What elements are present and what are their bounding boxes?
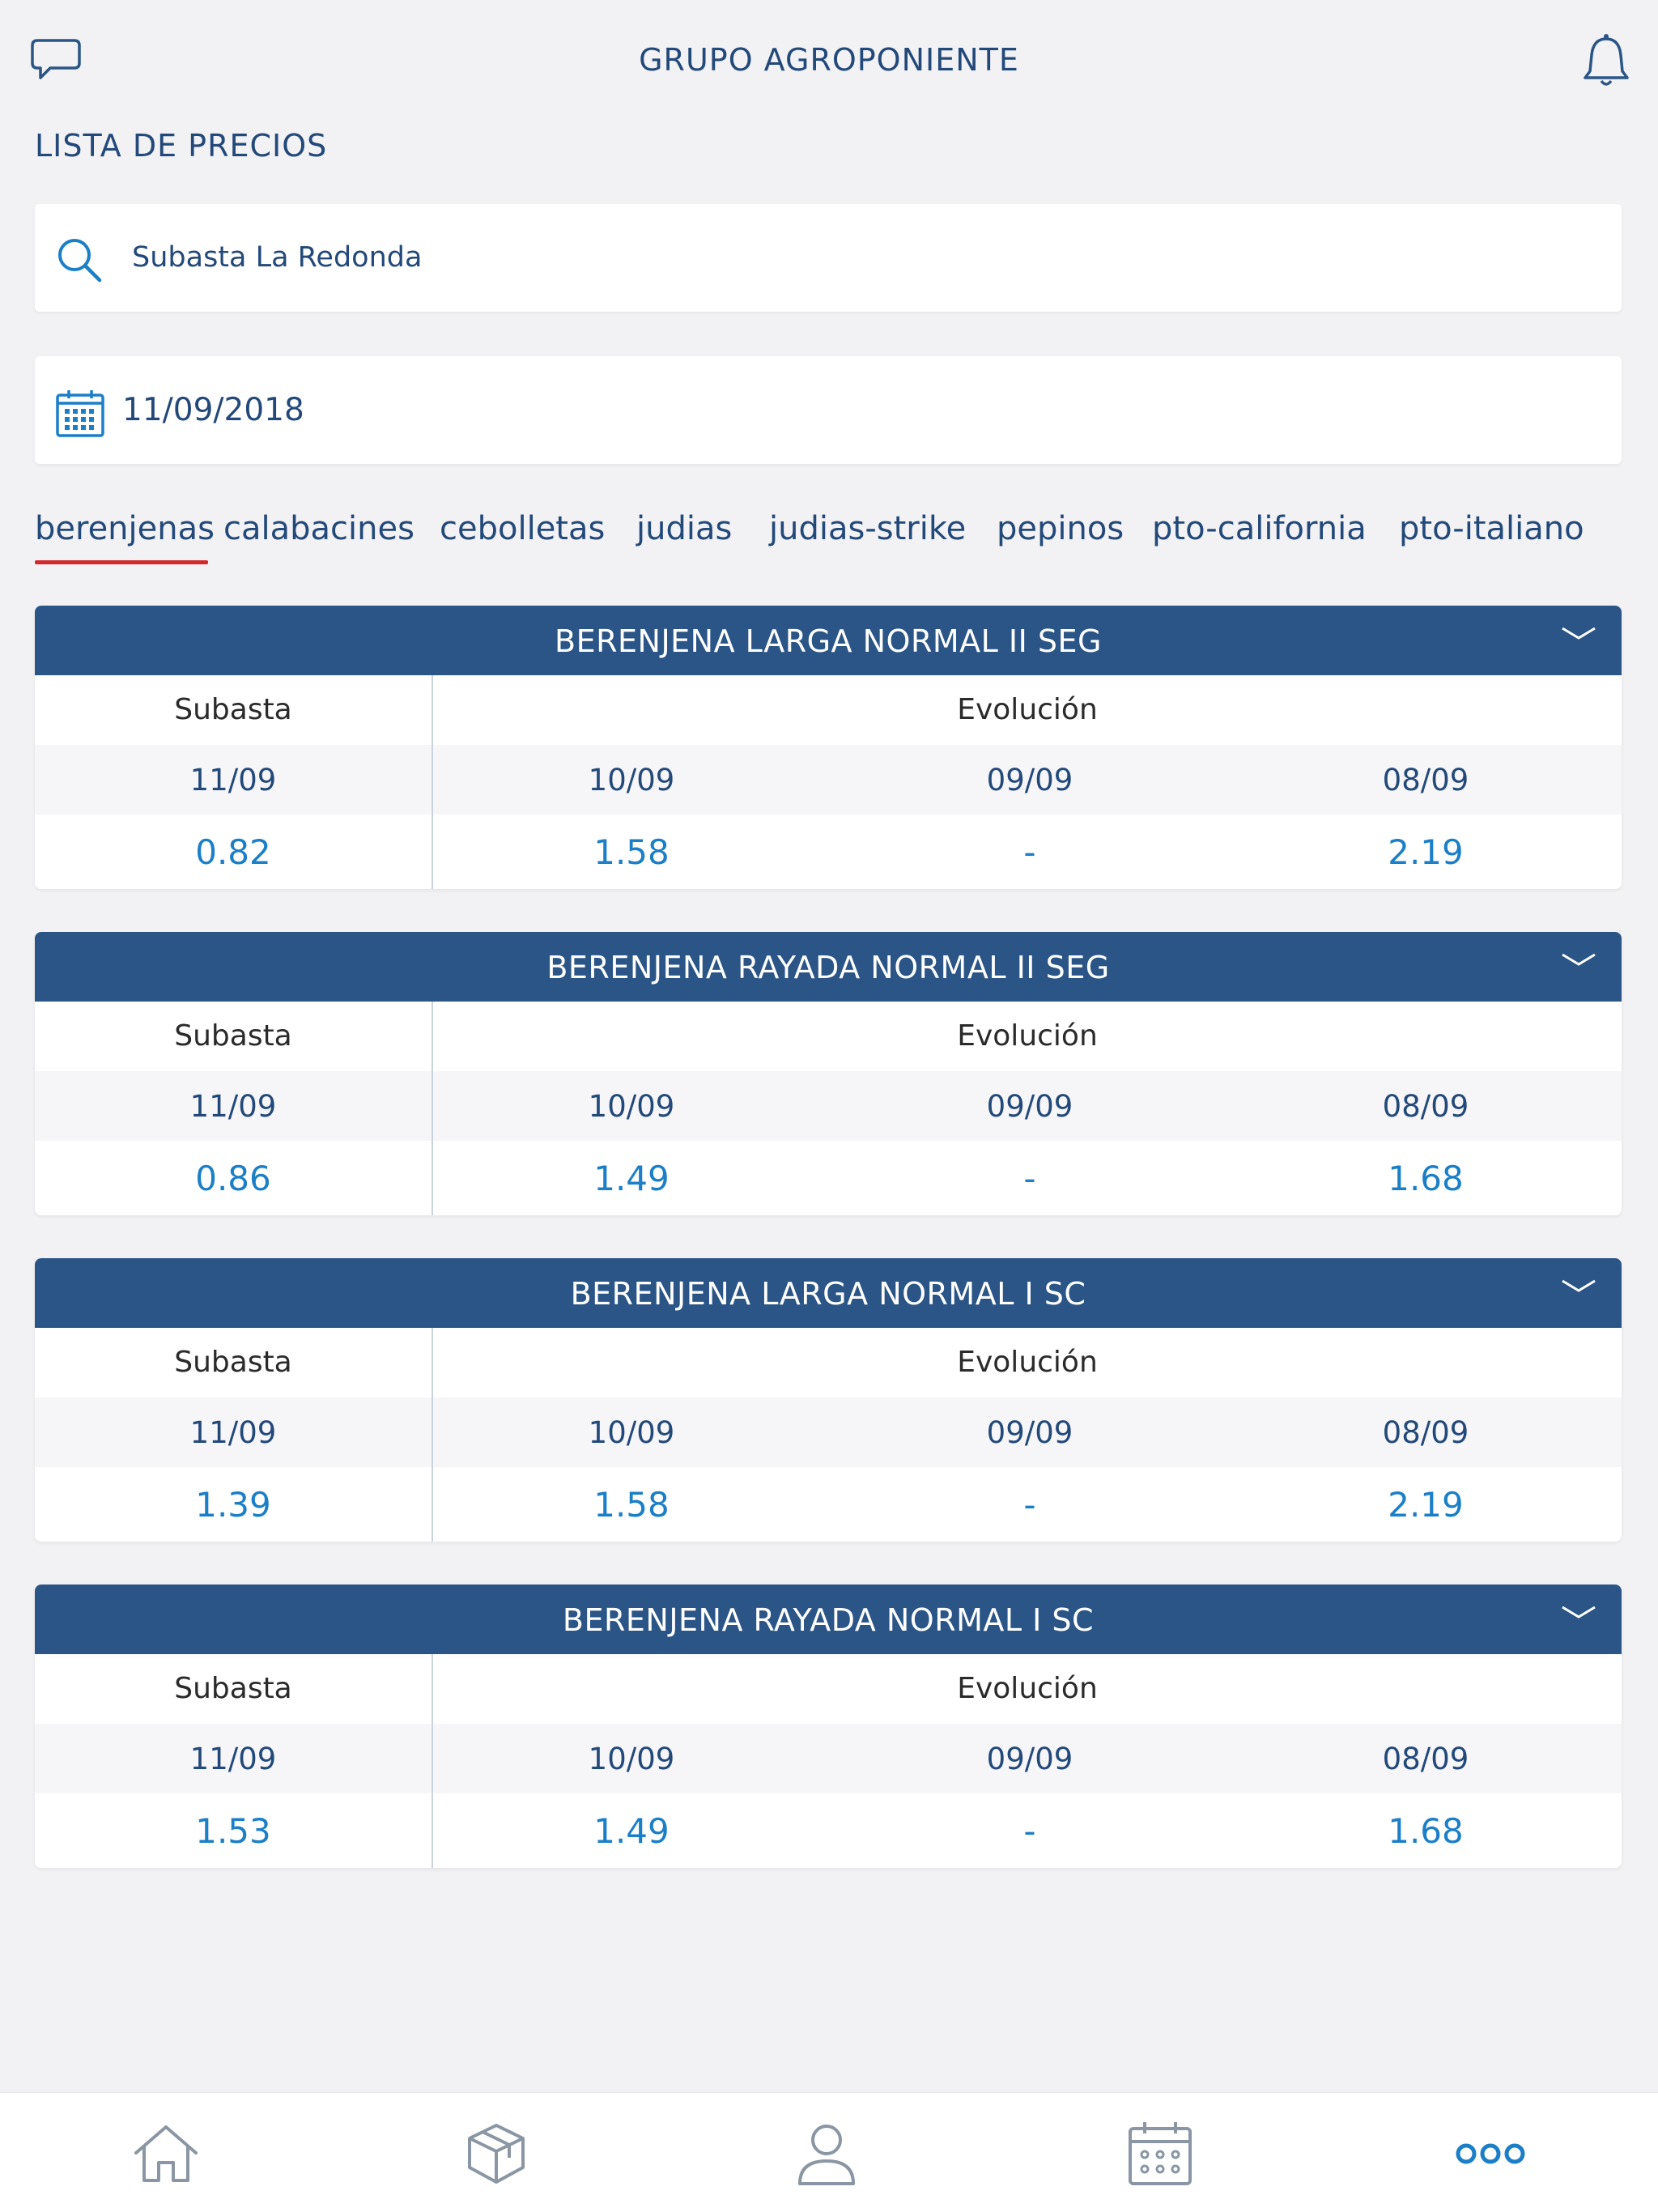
price-cell: 1.39 bbox=[195, 1485, 271, 1525]
chevron-down-icon[interactable] bbox=[1560, 1601, 1597, 1625]
date-cell: 11/09 bbox=[189, 763, 277, 798]
column-divider bbox=[432, 1002, 433, 1215]
card-header[interactable] bbox=[35, 1585, 1622, 1654]
tab-pepinos[interactable]: pepinos bbox=[997, 510, 1124, 547]
card-header[interactable] bbox=[35, 1258, 1622, 1328]
price-cell: 1.68 bbox=[1388, 1159, 1464, 1198]
tab-judias-strike[interactable]: judias-strike bbox=[769, 510, 967, 547]
chevron-down-icon[interactable] bbox=[1560, 1274, 1597, 1299]
dates-row bbox=[35, 1071, 1622, 1141]
price-cell: 0.82 bbox=[195, 832, 271, 872]
user-icon[interactable] bbox=[790, 2117, 863, 2190]
date-cell: 10/09 bbox=[588, 1089, 675, 1124]
card-header[interactable] bbox=[35, 932, 1622, 1002]
chevron-down-icon[interactable] bbox=[1560, 622, 1597, 646]
price-cell: 1.68 bbox=[1388, 1811, 1464, 1851]
evolucion-label: Evolución bbox=[957, 1672, 1098, 1705]
bottom-nav bbox=[0, 2092, 1658, 2212]
price-cell: - bbox=[1023, 832, 1036, 872]
subasta-label: Subasta bbox=[174, 1019, 292, 1053]
search-value: Subasta La Redonda bbox=[132, 241, 423, 274]
price-cell: 1.49 bbox=[593, 1159, 670, 1198]
more-icon[interactable] bbox=[1454, 2117, 1527, 2190]
date-cell: 08/09 bbox=[1382, 763, 1469, 798]
evolucion-label: Evolución bbox=[957, 1019, 1098, 1053]
prices-row bbox=[35, 1467, 1622, 1542]
prices-row bbox=[35, 815, 1622, 889]
product-name: BERENJENA RAYADA NORMAL I SC bbox=[562, 1602, 1095, 1638]
price-cell: 1.58 bbox=[593, 1485, 670, 1525]
prices-row bbox=[35, 1793, 1622, 1868]
date-cell: 08/09 bbox=[1382, 1089, 1469, 1124]
date-cell: 10/09 bbox=[588, 1742, 675, 1776]
tab-calabacines[interactable]: calabacines bbox=[223, 510, 414, 547]
product-name: BERENJENA LARGA NORMAL I SC bbox=[570, 1276, 1086, 1312]
tab-judias[interactable]: judias bbox=[636, 510, 733, 547]
tab-cebolletas[interactable]: cebolletas bbox=[440, 510, 606, 547]
product-name: BERENJENA RAYADA NORMAL II SEG bbox=[546, 950, 1110, 985]
chevron-down-icon[interactable] bbox=[1560, 948, 1597, 972]
price-cell: 1.49 bbox=[593, 1811, 670, 1851]
search-icon bbox=[54, 235, 104, 285]
calendar-icon bbox=[54, 387, 106, 439]
category-tabs bbox=[35, 502, 1622, 567]
price-cell: 0.86 bbox=[195, 1159, 271, 1198]
price-cell: - bbox=[1023, 1159, 1036, 1198]
dates-row bbox=[35, 1724, 1622, 1793]
active-tab-indicator bbox=[35, 560, 208, 564]
price-cell: 2.19 bbox=[1388, 832, 1464, 872]
date-cell: 11/09 bbox=[189, 1415, 277, 1450]
evolucion-label: Evolución bbox=[957, 693, 1098, 726]
product-name: BERENJENA LARGA NORMAL II SEG bbox=[555, 623, 1102, 659]
date-cell: 10/09 bbox=[588, 763, 675, 798]
label-row bbox=[35, 1654, 1622, 1724]
evolucion-label: Evolución bbox=[957, 1346, 1098, 1379]
price-cell: 1.53 bbox=[195, 1811, 271, 1851]
price-cell: 1.58 bbox=[593, 832, 670, 872]
date-cell: 09/09 bbox=[986, 763, 1073, 798]
date-cell: 09/09 bbox=[986, 1742, 1073, 1776]
tab-pto-california[interactable]: pto-california bbox=[1152, 510, 1367, 547]
prices-row bbox=[35, 1141, 1622, 1215]
date-cell: 09/09 bbox=[986, 1089, 1073, 1124]
date-cell: 11/09 bbox=[189, 1089, 277, 1124]
label-row bbox=[35, 1328, 1622, 1397]
product-card bbox=[35, 1258, 1622, 1542]
subasta-label: Subasta bbox=[174, 1672, 292, 1705]
label-row bbox=[35, 1002, 1622, 1071]
column-divider bbox=[432, 675, 433, 889]
bell-icon[interactable] bbox=[1580, 32, 1632, 89]
dates-row bbox=[35, 745, 1622, 815]
market-search-field[interactable] bbox=[35, 204, 1622, 312]
price-cell: 2.19 bbox=[1388, 1485, 1464, 1525]
date-cell: 11/09 bbox=[189, 1742, 277, 1776]
top-bar bbox=[0, 0, 1658, 121]
tab-pto-italiano[interactable]: pto-italiano bbox=[1399, 510, 1584, 547]
date-cell: 09/09 bbox=[986, 1415, 1073, 1450]
price-cell: - bbox=[1023, 1811, 1036, 1851]
price-cell: - bbox=[1023, 1485, 1036, 1525]
product-card bbox=[35, 1585, 1622, 1868]
tab-berenjenas[interactable]: berenjenas bbox=[35, 510, 215, 547]
date-cell: 08/09 bbox=[1382, 1742, 1469, 1776]
subasta-label: Subasta bbox=[174, 1346, 292, 1379]
column-divider bbox=[432, 1328, 433, 1542]
product-card bbox=[35, 606, 1622, 889]
dates-row bbox=[35, 1397, 1622, 1467]
home-icon[interactable] bbox=[130, 2117, 202, 2190]
date-cell: 10/09 bbox=[588, 1415, 675, 1450]
date-cell: 08/09 bbox=[1382, 1415, 1469, 1450]
date-picker-field[interactable] bbox=[35, 356, 1622, 464]
product-card bbox=[35, 932, 1622, 1215]
box-icon[interactable] bbox=[460, 2117, 533, 2190]
subasta-label: Subasta bbox=[174, 693, 292, 726]
label-row bbox=[35, 675, 1622, 745]
app-title: GRUPO AGROPONIENTE bbox=[639, 42, 1019, 78]
column-divider bbox=[432, 1654, 433, 1868]
calendar-icon[interactable] bbox=[1124, 2117, 1197, 2190]
page-title: LISTA DE PRECIOS bbox=[35, 128, 328, 164]
date-value: 11/09/2018 bbox=[122, 392, 304, 428]
card-header[interactable] bbox=[35, 606, 1622, 675]
